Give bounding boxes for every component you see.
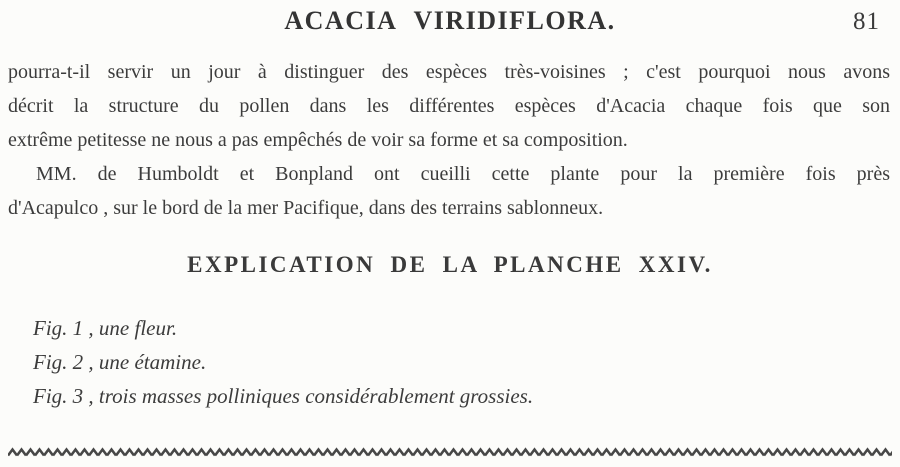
zigzag-rule-icon: [8, 447, 892, 458]
wavy-rule-divider: [8, 445, 892, 456]
body-line: extrême petitesse ne nous a pas empêchés de voir sa forme et sa composition.: [8, 129, 628, 151]
figure-caption: Fig. 1 , une fleur.: [33, 316, 178, 340]
page-title: ACACIA VIRIDIFLORA.: [284, 6, 616, 35]
plate-section-heading: EXPLICATION DE LA PLANCHE XXIV.: [187, 252, 713, 277]
figure-list: [33, 311, 873, 413]
body-line: d'Acapulco , sur le bord de la mer Pacifique, dans des terrains sablonneux.: [8, 197, 604, 219]
page-number: 81: [853, 8, 880, 35]
figure-caption: Fig. 2 , une étamine.: [33, 350, 207, 374]
body-line: MM. de Humboldt et Bonpland ont cueilli cette plante pour la première fois près: [36, 163, 890, 185]
figure-caption: Fig. 3 , trois masses polliniques considérablement grossies.: [33, 384, 534, 408]
paragraph: [8, 55, 890, 157]
paragraph: [8, 157, 890, 225]
body-text: [8, 55, 890, 225]
body-line: décrit la structure du pollen dans les différentes espèces d'Acacia chaque fois que son: [8, 95, 890, 117]
body-line: pourra-t-il servir un jour à distinguer des espèces très-voisines ; c'est pourquoi nous avons: [8, 61, 890, 83]
